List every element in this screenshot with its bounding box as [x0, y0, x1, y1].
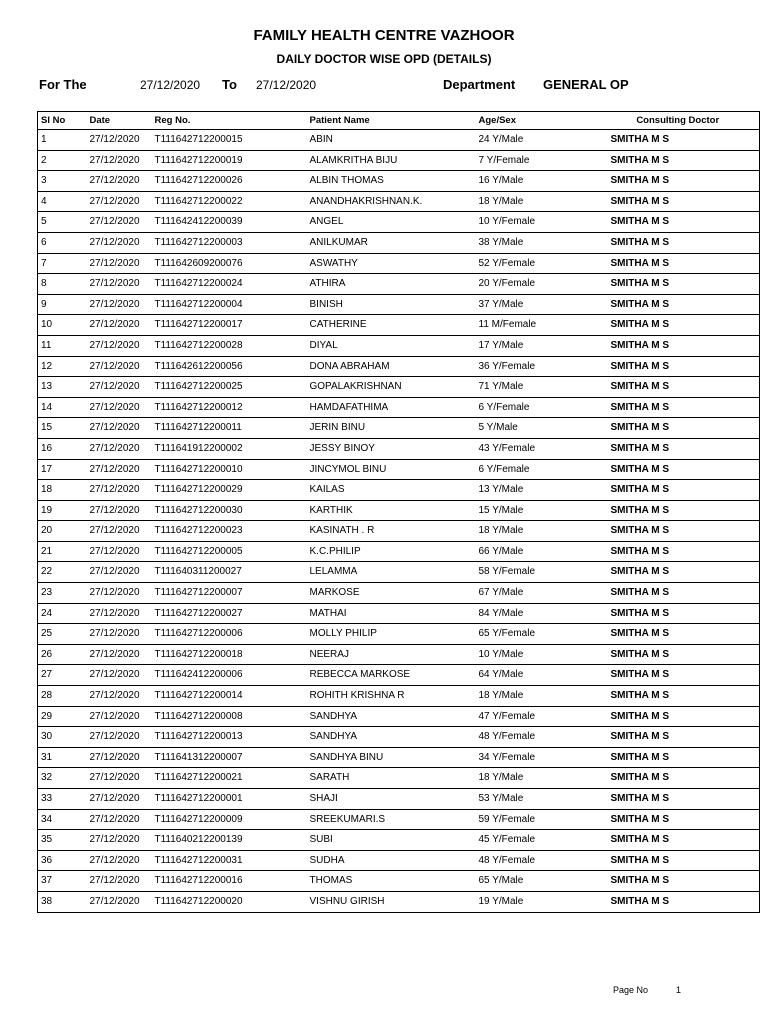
doctor-cell: SMITHA M S: [597, 768, 760, 789]
patient-name-cell: SANDHYA: [307, 727, 476, 748]
reg-no-cell: T111642712200008: [152, 706, 307, 727]
patient-name-cell: DIYAL: [307, 335, 476, 356]
table-row: [38, 335, 760, 356]
table-row: [38, 418, 760, 439]
sl-no-cell: 28: [38, 686, 87, 707]
table-row: [38, 150, 760, 171]
date-cell: 27/12/2020: [87, 727, 152, 748]
col-age-sex: Age/Sex: [476, 112, 597, 130]
page-no-label: Page No: [613, 985, 649, 995]
patient-name-cell: KAILAS: [307, 480, 476, 501]
reg-no-cell: T111642712200018: [152, 644, 307, 665]
patient-name-cell: SARATH: [307, 768, 476, 789]
patient-name-cell: VISHNU GIRISH: [307, 891, 476, 912]
patient-name-cell: KARTHIK: [307, 500, 476, 521]
reg-no-cell: T111642712200005: [152, 541, 307, 562]
patient-name-cell: KASINATH . R: [307, 521, 476, 542]
date-cell: 27/12/2020: [87, 891, 152, 912]
doctor-cell: SMITHA M S: [597, 871, 760, 892]
sl-no-cell: 19: [38, 500, 87, 521]
date-cell: 27/12/2020: [87, 356, 152, 377]
reg-no-cell: T111642712200001: [152, 789, 307, 810]
table-row: [38, 583, 760, 604]
date-cell: 27/12/2020: [87, 665, 152, 686]
sl-no-cell: 5: [38, 212, 87, 233]
reg-no-cell: T111642712200016: [152, 871, 307, 892]
reg-no-cell: T111642712200022: [152, 191, 307, 212]
reg-no-cell: T111642609200076: [152, 253, 307, 274]
age-sex-cell: 45 Y/Female: [476, 830, 597, 851]
sl-no-cell: 11: [38, 335, 87, 356]
table-header-row: [38, 112, 760, 130]
patient-name-cell: SANDHYA BINU: [307, 747, 476, 768]
age-sex-cell: 11 M/Female: [476, 315, 597, 336]
doctor-cell: SMITHA M S: [597, 171, 760, 192]
report-title: FAMILY HEALTH CENTRE VAZHOOR: [253, 27, 515, 44]
date-cell: 27/12/2020: [87, 521, 152, 542]
table-row: [38, 809, 760, 830]
reg-no-cell: T111642712200026: [152, 171, 307, 192]
age-sex-cell: 53 Y/Male: [476, 789, 597, 810]
table-row: [38, 130, 760, 151]
table-row: [38, 850, 760, 871]
date-cell: 27/12/2020: [87, 232, 152, 253]
date-cell: 27/12/2020: [87, 315, 152, 336]
age-sex-cell: 5 Y/Male: [476, 418, 597, 439]
patient-name-cell: MATHAI: [307, 603, 476, 624]
reg-no-cell: T111640212200139: [152, 830, 307, 851]
doctor-cell: SMITHA M S: [597, 212, 760, 233]
date-cell: 27/12/2020: [87, 747, 152, 768]
table-row: [38, 232, 760, 253]
doctor-cell: SMITHA M S: [597, 603, 760, 624]
sl-no-cell: 23: [38, 583, 87, 604]
age-sex-cell: 6 Y/Female: [476, 397, 597, 418]
patient-name-cell: THOMAS: [307, 871, 476, 892]
doctor-cell: SMITHA M S: [597, 130, 760, 151]
reg-no-cell: T111642712200030: [152, 500, 307, 521]
date-cell: 27/12/2020: [87, 500, 152, 521]
age-sex-cell: 18 Y/Male: [476, 191, 597, 212]
doctor-cell: SMITHA M S: [597, 809, 760, 830]
date-cell: 27/12/2020: [87, 397, 152, 418]
sl-no-cell: 12: [38, 356, 87, 377]
sl-no-cell: 2: [38, 150, 87, 171]
date-cell: 27/12/2020: [87, 335, 152, 356]
reg-no-cell: T111642712200013: [152, 727, 307, 748]
col-sl-no: Sl No: [38, 112, 87, 130]
doctor-cell: SMITHA M S: [597, 274, 760, 295]
date-cell: 27/12/2020: [87, 768, 152, 789]
age-sex-cell: 65 Y/Female: [476, 624, 597, 645]
doctor-cell: SMITHA M S: [597, 377, 760, 398]
table-row: [38, 397, 760, 418]
patient-name-cell: CATHERINE: [307, 315, 476, 336]
date-cell: 27/12/2020: [87, 850, 152, 871]
reg-no-cell: T111642712200011: [152, 418, 307, 439]
date-cell: 27/12/2020: [87, 644, 152, 665]
age-sex-cell: 52 Y/Female: [476, 253, 597, 274]
patient-name-cell: LELAMMA: [307, 562, 476, 583]
doctor-cell: SMITHA M S: [597, 891, 760, 912]
sl-no-cell: 21: [38, 541, 87, 562]
age-sex-cell: 19 Y/Male: [476, 891, 597, 912]
table-row: [38, 294, 760, 315]
patient-name-cell: HAMDAFATHIMA: [307, 397, 476, 418]
age-sex-cell: 43 Y/Female: [476, 438, 597, 459]
sl-no-cell: 4: [38, 191, 87, 212]
reg-no-cell: T111642712200017: [152, 315, 307, 336]
date-cell: 27/12/2020: [87, 130, 152, 151]
table-row: [38, 747, 760, 768]
date-cell: 27/12/2020: [87, 624, 152, 645]
age-sex-cell: 7 Y/Female: [476, 150, 597, 171]
patient-name-cell: SANDHYA: [307, 706, 476, 727]
age-sex-cell: 66 Y/Male: [476, 541, 597, 562]
age-sex-cell: 13 Y/Male: [476, 480, 597, 501]
doctor-cell: SMITHA M S: [597, 335, 760, 356]
doctor-cell: SMITHA M S: [597, 624, 760, 645]
doctor-cell: SMITHA M S: [597, 253, 760, 274]
age-sex-cell: 17 Y/Male: [476, 335, 597, 356]
reg-no-cell: T111642712200004: [152, 294, 307, 315]
sl-no-cell: 15: [38, 418, 87, 439]
date-cell: 27/12/2020: [87, 438, 152, 459]
doctor-cell: SMITHA M S: [597, 294, 760, 315]
patient-name-cell: ASWATHY: [307, 253, 476, 274]
reg-no-cell: T111640311200027: [152, 562, 307, 583]
table-row: [38, 356, 760, 377]
age-sex-cell: 18 Y/Male: [476, 521, 597, 542]
table-row: [38, 686, 760, 707]
table-row: [38, 171, 760, 192]
reg-no-cell: T111642712200021: [152, 768, 307, 789]
table-row: [38, 274, 760, 295]
date-cell: 27/12/2020: [87, 150, 152, 171]
date-cell: 27/12/2020: [87, 377, 152, 398]
doctor-cell: SMITHA M S: [597, 521, 760, 542]
date-cell: 27/12/2020: [87, 171, 152, 192]
age-sex-cell: 6 Y/Female: [476, 459, 597, 480]
table-row: [38, 891, 760, 912]
reg-no-cell: T111642712200012: [152, 397, 307, 418]
department-label: Department: [443, 77, 516, 92]
sl-no-cell: 13: [38, 377, 87, 398]
table-row: [38, 562, 760, 583]
col-patient-name: Patient Name: [307, 112, 476, 130]
patient-name-cell: DONA ABRAHAM: [307, 356, 476, 377]
doctor-cell: SMITHA M S: [597, 830, 760, 851]
sl-no-cell: 34: [38, 809, 87, 830]
opd-table: [37, 111, 760, 913]
reg-no-cell: T111642712200020: [152, 891, 307, 912]
age-sex-cell: 48 Y/Female: [476, 850, 597, 871]
age-sex-cell: 24 Y/Male: [476, 130, 597, 151]
reg-no-cell: T111642712200031: [152, 850, 307, 871]
patient-name-cell: ANANDHAKRISHNAN.K.: [307, 191, 476, 212]
age-sex-cell: 38 Y/Male: [476, 232, 597, 253]
doctor-cell: SMITHA M S: [597, 480, 760, 501]
report-subtitle: DAILY DOCTOR WISE OPD (DETAILS): [276, 52, 492, 66]
sl-no-cell: 1: [38, 130, 87, 151]
date-cell: 27/12/2020: [87, 418, 152, 439]
table-row: [38, 253, 760, 274]
sl-no-cell: 8: [38, 274, 87, 295]
date-cell: 27/12/2020: [87, 191, 152, 212]
col-date: Date: [87, 112, 152, 130]
age-sex-cell: 48 Y/Female: [476, 727, 597, 748]
patient-name-cell: NEERAJ: [307, 644, 476, 665]
age-sex-cell: 65 Y/Male: [476, 871, 597, 892]
reg-no-cell: T111642712200019: [152, 150, 307, 171]
age-sex-cell: 18 Y/Male: [476, 768, 597, 789]
reg-no-cell: T111642712200015: [152, 130, 307, 151]
doctor-cell: SMITHA M S: [597, 150, 760, 171]
doctor-cell: SMITHA M S: [597, 459, 760, 480]
patient-name-cell: ANILKUMAR: [307, 232, 476, 253]
date-cell: 27/12/2020: [87, 294, 152, 315]
reg-no-cell: T111642712200014: [152, 686, 307, 707]
table-row: [38, 191, 760, 212]
patient-name-cell: SHAJI: [307, 789, 476, 810]
age-sex-cell: 47 Y/Female: [476, 706, 597, 727]
age-sex-cell: 34 Y/Female: [476, 747, 597, 768]
patient-name-cell: K.C.PHILIP: [307, 541, 476, 562]
age-sex-cell: 84 Y/Male: [476, 603, 597, 624]
table-row: [38, 438, 760, 459]
patient-name-cell: ABIN: [307, 130, 476, 151]
age-sex-cell: 59 Y/Female: [476, 809, 597, 830]
reg-no-cell: T111642712200009: [152, 809, 307, 830]
sl-no-cell: 14: [38, 397, 87, 418]
age-sex-cell: 15 Y/Male: [476, 500, 597, 521]
patient-name-cell: SUBI: [307, 830, 476, 851]
patient-name-cell: SREEKUMARI.S: [307, 809, 476, 830]
reg-no-cell: T111642412200006: [152, 665, 307, 686]
reg-no-cell: T111641912200002: [152, 438, 307, 459]
sl-no-cell: 24: [38, 603, 87, 624]
doctor-cell: SMITHA M S: [597, 500, 760, 521]
patient-name-cell: MOLLY PHILIP: [307, 624, 476, 645]
table-row: [38, 624, 760, 645]
sl-no-cell: 10: [38, 315, 87, 336]
age-sex-cell: 37 Y/Male: [476, 294, 597, 315]
sl-no-cell: 6: [38, 232, 87, 253]
date-cell: 27/12/2020: [87, 871, 152, 892]
date-cell: 27/12/2020: [87, 274, 152, 295]
sl-no-cell: 29: [38, 706, 87, 727]
date-cell: 27/12/2020: [87, 253, 152, 274]
table-row: [38, 830, 760, 851]
doctor-cell: SMITHA M S: [597, 562, 760, 583]
date-cell: 27/12/2020: [87, 603, 152, 624]
sl-no-cell: 25: [38, 624, 87, 645]
date-cell: 27/12/2020: [87, 212, 152, 233]
reg-no-cell: T111642712200028: [152, 335, 307, 356]
to-date: 27/12/2020: [256, 78, 317, 92]
reg-no-cell: T111642712200003: [152, 232, 307, 253]
age-sex-cell: 36 Y/Female: [476, 356, 597, 377]
reg-no-cell: T111642712200010: [152, 459, 307, 480]
reg-no-cell: T111642712200006: [152, 624, 307, 645]
sl-no-cell: 18: [38, 480, 87, 501]
sl-no-cell: 7: [38, 253, 87, 274]
reg-no-cell: T111642712200024: [152, 274, 307, 295]
doctor-cell: SMITHA M S: [597, 232, 760, 253]
sl-no-cell: 31: [38, 747, 87, 768]
doctor-cell: SMITHA M S: [597, 583, 760, 604]
table-row: [38, 768, 760, 789]
table-row: [38, 315, 760, 336]
date-cell: 27/12/2020: [87, 459, 152, 480]
reg-no-cell: T111642412200039: [152, 212, 307, 233]
doctor-cell: SMITHA M S: [597, 397, 760, 418]
reg-no-cell: T111642612200056: [152, 356, 307, 377]
patient-name-cell: ALBIN THOMAS: [307, 171, 476, 192]
table-row: [38, 644, 760, 665]
sl-no-cell: 22: [38, 562, 87, 583]
age-sex-cell: 67 Y/Male: [476, 583, 597, 604]
patient-name-cell: ATHIRA: [307, 274, 476, 295]
date-cell: 27/12/2020: [87, 541, 152, 562]
department-value: GENERAL OP: [543, 77, 629, 92]
sl-no-cell: 30: [38, 727, 87, 748]
date-cell: 27/12/2020: [87, 706, 152, 727]
date-cell: 27/12/2020: [87, 583, 152, 604]
sl-no-cell: 17: [38, 459, 87, 480]
reg-no-cell: T111642712200007: [152, 583, 307, 604]
sl-no-cell: 38: [38, 891, 87, 912]
patient-name-cell: BINISH: [307, 294, 476, 315]
age-sex-cell: 16 Y/Male: [476, 171, 597, 192]
sl-no-cell: 26: [38, 644, 87, 665]
patient-name-cell: SUDHA: [307, 850, 476, 871]
doctor-cell: SMITHA M S: [597, 356, 760, 377]
from-date: 27/12/2020: [140, 78, 201, 92]
sl-no-cell: 35: [38, 830, 87, 851]
to-label: To: [222, 77, 237, 92]
age-sex-cell: 10 Y/Male: [476, 644, 597, 665]
date-cell: 27/12/2020: [87, 562, 152, 583]
table-row: [38, 459, 760, 480]
table-row: [38, 706, 760, 727]
age-sex-cell: 71 Y/Male: [476, 377, 597, 398]
for-the-label: For The: [39, 77, 87, 92]
date-cell: 27/12/2020: [87, 830, 152, 851]
patient-name-cell: JESSY BINOY: [307, 438, 476, 459]
table-row: [38, 377, 760, 398]
reg-no-cell: T111642712200029: [152, 480, 307, 501]
doctor-cell: SMITHA M S: [597, 644, 760, 665]
date-cell: 27/12/2020: [87, 480, 152, 501]
patient-name-cell: ALAMKRITHA BIJU: [307, 150, 476, 171]
doctor-cell: SMITHA M S: [597, 706, 760, 727]
sl-no-cell: 36: [38, 850, 87, 871]
table-row: [38, 727, 760, 748]
doctor-cell: SMITHA M S: [597, 665, 760, 686]
sl-no-cell: 32: [38, 768, 87, 789]
table-row: [38, 789, 760, 810]
doctor-cell: SMITHA M S: [597, 541, 760, 562]
reg-no-cell: T111642712200025: [152, 377, 307, 398]
col-reg-no: Reg No.: [152, 112, 307, 130]
table-row: [38, 212, 760, 233]
doctor-cell: SMITHA M S: [597, 727, 760, 748]
reg-no-cell: T111642712200023: [152, 521, 307, 542]
reg-no-cell: T111642712200027: [152, 603, 307, 624]
patient-name-cell: REBECCA MARKOSE: [307, 665, 476, 686]
patient-name-cell: ANGEL: [307, 212, 476, 233]
doctor-cell: SMITHA M S: [597, 191, 760, 212]
page-number: 1: [676, 985, 682, 995]
sl-no-cell: 37: [38, 871, 87, 892]
doctor-cell: SMITHA M S: [597, 686, 760, 707]
patient-name-cell: ROHITH KRISHNA R: [307, 686, 476, 707]
table-row: [38, 665, 760, 686]
doctor-cell: SMITHA M S: [597, 850, 760, 871]
table-row: [38, 480, 760, 501]
patient-name-cell: GOPALAKRISHNAN: [307, 377, 476, 398]
table-row: [38, 871, 760, 892]
doctor-cell: SMITHA M S: [597, 418, 760, 439]
doctor-cell: SMITHA M S: [597, 315, 760, 336]
date-cell: 27/12/2020: [87, 686, 152, 707]
patient-name-cell: JERIN BINU: [307, 418, 476, 439]
sl-no-cell: 9: [38, 294, 87, 315]
doctor-cell: SMITHA M S: [597, 789, 760, 810]
age-sex-cell: 18 Y/Male: [476, 686, 597, 707]
patient-name-cell: JINCYMOL BINU: [307, 459, 476, 480]
age-sex-cell: 10 Y/Female: [476, 212, 597, 233]
sl-no-cell: 3: [38, 171, 87, 192]
sl-no-cell: 16: [38, 438, 87, 459]
patient-name-cell: MARKOSE: [307, 583, 476, 604]
col-consulting-doctor: Consulting Doctor: [597, 112, 760, 130]
sl-no-cell: 20: [38, 521, 87, 542]
table-row: [38, 521, 760, 542]
table-row: [38, 541, 760, 562]
sl-no-cell: 27: [38, 665, 87, 686]
age-sex-cell: 64 Y/Male: [476, 665, 597, 686]
doctor-cell: SMITHA M S: [597, 438, 760, 459]
doctor-cell: SMITHA M S: [597, 747, 760, 768]
date-cell: 27/12/2020: [87, 789, 152, 810]
reg-no-cell: T111641312200007: [152, 747, 307, 768]
table-row: [38, 500, 760, 521]
sl-no-cell: 33: [38, 789, 87, 810]
table-row: [38, 603, 760, 624]
age-sex-cell: 58 Y/Female: [476, 562, 597, 583]
age-sex-cell: 20 Y/Female: [476, 274, 597, 295]
date-cell: 27/12/2020: [87, 809, 152, 830]
